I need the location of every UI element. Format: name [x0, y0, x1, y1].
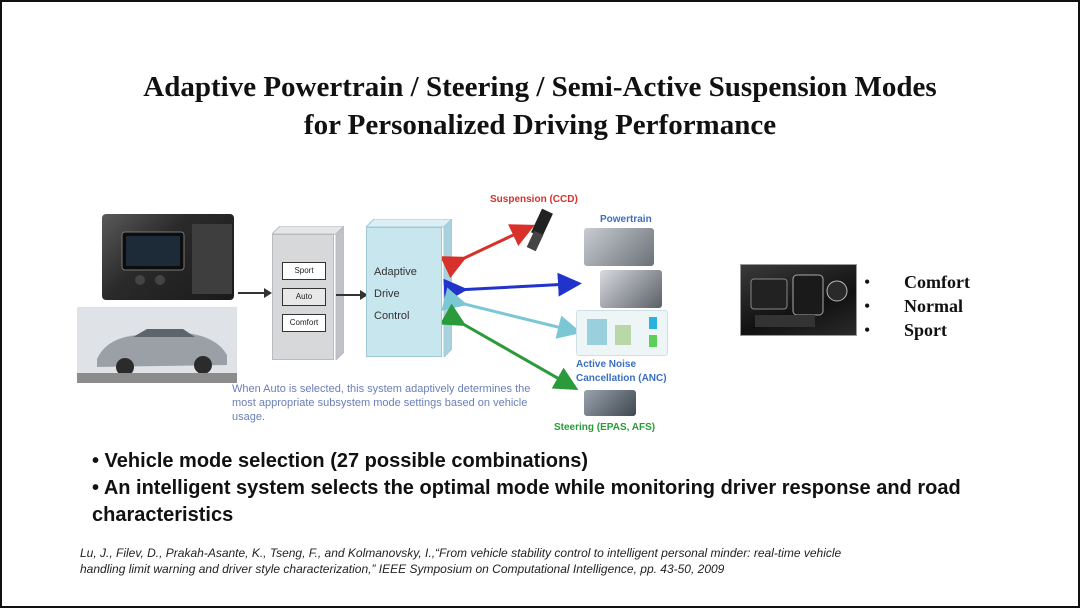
steering-thumbnail	[584, 390, 636, 416]
bullet-item-2: • An intelligent system selects the optimal mode while monitoring driver response and road characteristics	[92, 477, 961, 526]
arrow-powertrain	[456, 284, 570, 290]
transmission-thumbnail	[600, 270, 662, 308]
mode-chip-comfort: Comfort	[282, 314, 326, 332]
citation	[80, 545, 980, 577]
adaptive-drive-control-box	[366, 227, 442, 357]
slide-title	[2, 68, 1078, 144]
car-photo	[77, 307, 237, 383]
title-line-2: for Personalized Driving Performance	[303, 109, 777, 141]
bullet-item-1: • Vehicle mode selection (27 possible combinations)	[92, 450, 589, 472]
drive-mode-console-photo	[740, 264, 857, 336]
label-steering: Steering (EPAS, AFS)	[554, 422, 656, 433]
subsystem-arrows	[442, 202, 592, 392]
arrow-anc	[456, 302, 570, 330]
bullet-list	[92, 448, 1032, 529]
label-powertrain: Powertrain	[600, 214, 652, 225]
drive-mode-item: • Comfort	[864, 272, 970, 292]
console-illustration	[741, 265, 856, 335]
mode-chip-auto: Auto	[282, 288, 326, 306]
dashboard-photo	[102, 214, 234, 300]
label-suspension: Suspension (CCD)	[490, 194, 578, 205]
label-anc-line-2: Cancellation (ANC)	[576, 373, 667, 384]
drive-mode-normal: Normal	[904, 296, 963, 316]
input-arrow	[238, 287, 272, 299]
engine-thumbnail	[584, 228, 654, 266]
car-illustration	[77, 307, 237, 383]
dashboard-illustration	[102, 214, 234, 300]
citation-line-1: Lu, J., Filev, D., Prakah-Asante, K., Tseng, F., and Kolmanovsky, I.,“From vehicle stability control to intelligent personal minder: real-time vehicle	[80, 546, 842, 560]
drive-mode-item: • Normal	[864, 296, 963, 316]
arrow-steering	[456, 320, 568, 384]
citation-line-2: handling limit warning and driver style characterization,” IEEE Symposium on Computational Intelligence, pp. 43-50, 2009	[80, 562, 725, 576]
anc-schematic-icon	[577, 311, 667, 355]
mode-selector-box	[272, 234, 334, 360]
control-label	[374, 261, 417, 327]
control-label-line-3: Control	[374, 310, 410, 322]
control-label-line-2: Drive	[374, 288, 400, 300]
arrow-suspension	[456, 230, 524, 262]
label-anc-line-1: Active Noise	[576, 359, 637, 370]
anc-diagram-thumbnail	[576, 310, 668, 356]
control-label-line-1: Adaptive	[374, 266, 417, 278]
drive-mode-sport: Sport	[904, 320, 948, 340]
title-line-1: Adaptive Powertrain / Steering / Semi-Active Suspension Modes	[143, 71, 937, 103]
drive-mode-comfort: Comfort	[904, 272, 970, 292]
shock-absorber-icon	[522, 208, 562, 254]
mode-chip-sport: Sport	[282, 262, 326, 280]
drive-mode-list	[864, 270, 970, 342]
selector-to-control-arrow	[336, 289, 368, 301]
drive-mode-item: • Sport	[864, 320, 948, 340]
diagram-caption: When Auto is selected, this system adaptively determines the most appropriate subsystem mode settings based on vehicle usage.	[232, 383, 531, 423]
